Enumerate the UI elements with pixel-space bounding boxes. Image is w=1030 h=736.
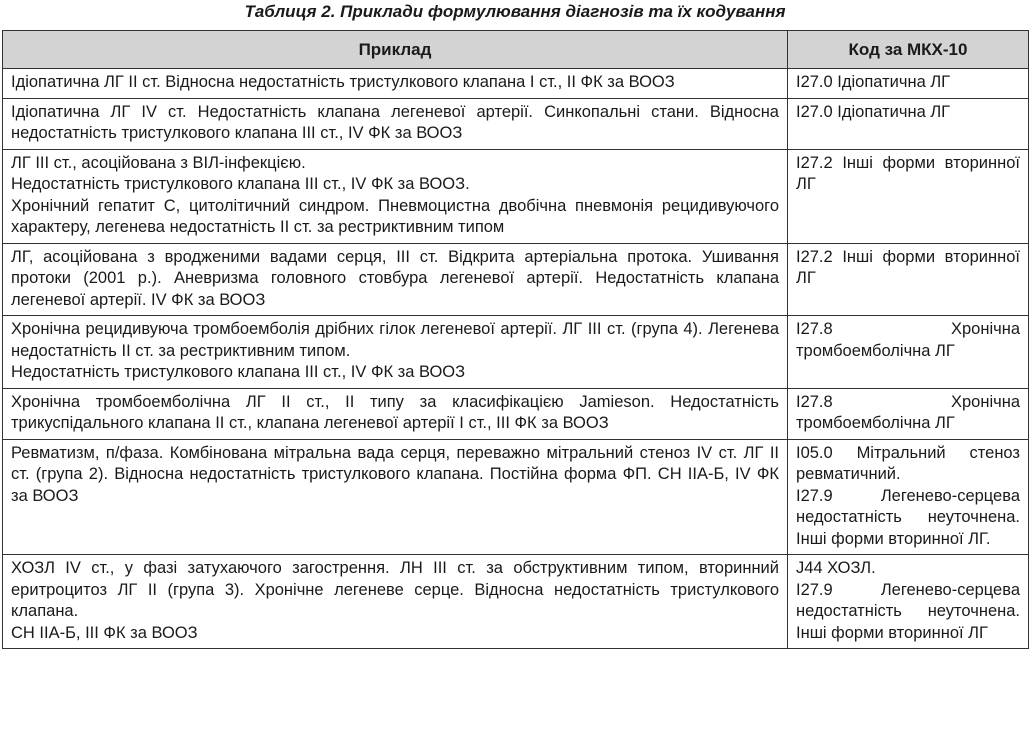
code-line: І27.2 Інші форми вторинної ЛГ bbox=[796, 247, 1020, 287]
table-caption: Таблиця 2. Приклади формулювання діагнозів та їх кодування bbox=[244, 2, 786, 21]
example-line: Хронічний гепатит С, цитолітичний синдром. Пневмоцистна двобічна пневмонія рецидивуючого характеру, легенева недостатність ІІ ст. за рестриктивним типом bbox=[11, 196, 779, 236]
table-row bbox=[3, 439, 1029, 555]
code-cell bbox=[788, 439, 1029, 555]
table-row bbox=[3, 243, 1029, 316]
code-cell bbox=[788, 98, 1029, 149]
example-line: Хронічна рецидивуюча тромбоемболія дрібних гілок легеневої артерії. ЛГ ІІІ ст. (група 4). Легенева недостатність ІІ ст. за рестриктивним типом. bbox=[11, 320, 779, 360]
example-line: ХОЗЛ ІV ст., у фазі затухаючого загострення. ЛН ІІІ ст. за обструктивним типом, вторинний еритроцитоз ЛГ ІІ (група 3). Хронічне легеневе серце. Відносна недостатність тристулкового клапана. bbox=[11, 559, 779, 620]
example-cell bbox=[3, 439, 788, 555]
code-line: J44 ХОЗЛ. bbox=[796, 559, 876, 577]
example-line: ЛГ, асоційована з вродженими вадами серця, ІІІ ст. Відкрита артеріальна протока. Ушивання протоки (2001 р.). Аневризма головного стовбура легеневої артерії. Недостатність клапана легеневої артерії. ІV ФК за ВООЗ bbox=[11, 247, 779, 309]
diagnosis-coding-table bbox=[2, 30, 1029, 649]
example-cell bbox=[3, 243, 788, 316]
table-row bbox=[3, 98, 1029, 149]
code-cell bbox=[788, 388, 1029, 439]
example-line: Ідіопатична ЛГ ІV ст. Недостатність клапана легеневої артерії. Синкопальні стани. Відносна недостатність тристулкового клапана ІІІ ст., ІV ФК за ВООЗ bbox=[11, 102, 779, 142]
example-line: СН ІІА-Б, ІІІ ФК за ВООЗ bbox=[11, 623, 198, 642]
column-header-code: Код за МКХ-10 bbox=[788, 31, 1029, 69]
example-cell bbox=[3, 149, 788, 243]
example-cell bbox=[3, 98, 788, 149]
code-line: І27.9 Легенево-серцева недостатність неуточнена. Інші форми вторинної ЛГ bbox=[796, 580, 1020, 642]
code-line: І27.0 Ідіопатична ЛГ bbox=[796, 73, 951, 91]
code-line: І27.9 Легенево-серцева недостатність неуточнена. Інші форми вторинної ЛГ. bbox=[796, 486, 1020, 548]
column-header-example: Приклад bbox=[3, 31, 788, 69]
code-line: І27.8 Хронічна тромбоемболічна ЛГ bbox=[796, 320, 1020, 360]
table-row bbox=[3, 316, 1029, 389]
example-line: Ревматизм, п/фаза. Комбінована мітральна вада серця, переважно мітральний стеноз ІV ст. ЛГ ІІ ст. (група 2). Відносна недостатність тристулкового клапана. Постійна форма ФП. СН ІІА-Б, ІV ФК за ВООЗ bbox=[11, 443, 779, 505]
example-line: Недостатність тристулкового клапана ІІІ ст., ІV ФК за ВООЗ. bbox=[11, 175, 470, 193]
code-cell bbox=[788, 69, 1029, 99]
example-cell bbox=[3, 388, 788, 439]
example-cell bbox=[3, 316, 788, 389]
code-cell bbox=[788, 149, 1029, 243]
code-line: І05.0 Мітральний стеноз ревматичний. bbox=[796, 443, 1020, 483]
table-row bbox=[3, 388, 1029, 439]
code-cell bbox=[788, 243, 1029, 316]
example-line: Хронічна тромбоемболічна ЛГ ІІ ст., ІІ типу за класифікацією Jamieson. Недостатність трикуспідального клапана ІІ ст., клапана легеневої артерії І ст., ІІІ ФК за ВООЗ bbox=[11, 392, 779, 432]
code-line: І27.2 Інші форми вторинної ЛГ bbox=[796, 153, 1020, 193]
example-line: ЛГ ІІІ ст., асоційована з ВІЛ-інфекцією. bbox=[11, 153, 306, 172]
code-cell bbox=[788, 316, 1029, 389]
code-line: І27.8 Хронічна тромбоемболічна ЛГ bbox=[796, 392, 1020, 432]
code-cell bbox=[788, 555, 1029, 649]
example-cell bbox=[3, 555, 788, 649]
example-line: Ідіопатична ЛГ ІІ ст. Відносна недостатність тристулкового клапана І ст., ІІ ФК за ВООЗ bbox=[11, 73, 675, 91]
table-row bbox=[3, 555, 1029, 649]
example-cell bbox=[3, 69, 788, 99]
table-row bbox=[3, 149, 1029, 243]
table-row bbox=[3, 69, 1029, 99]
example-line: Недостатність тристулкового клапана ІІІ ст., ІV ФК за ВООЗ bbox=[11, 363, 466, 381]
code-line: І27.0 Ідіопатична ЛГ bbox=[796, 102, 951, 121]
table-header-row bbox=[3, 31, 1029, 69]
